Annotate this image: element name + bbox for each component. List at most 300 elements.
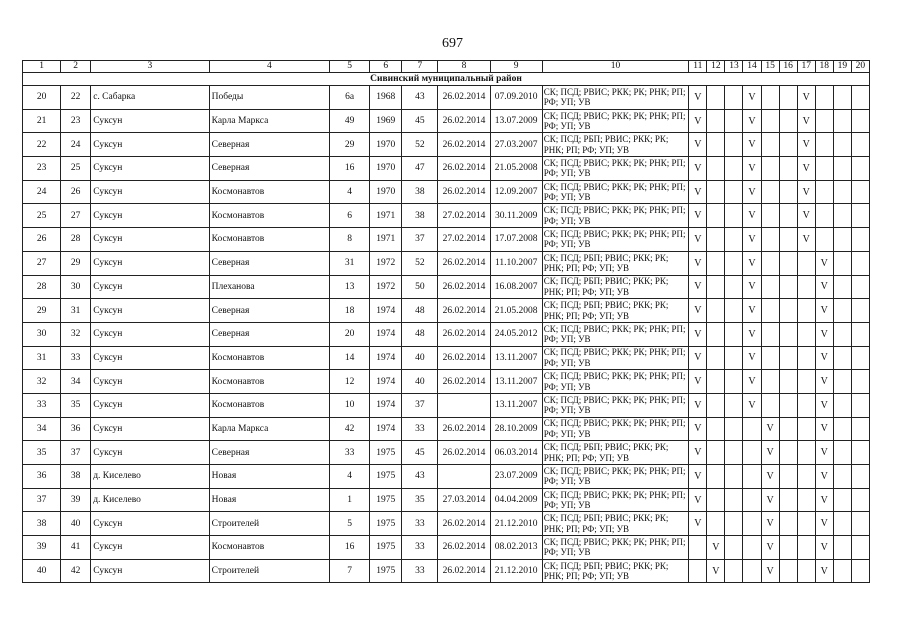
row-number: 40: [23, 559, 61, 583]
settlement-cell: Суксун: [91, 157, 209, 181]
check-cell-col-18: V: [815, 488, 833, 512]
register-table: [22, 60, 870, 583]
column-number-20: 20: [851, 61, 869, 73]
year-built-cell: 1971: [370, 228, 402, 252]
value-cell: 43: [402, 465, 438, 489]
check-cell-col-19: [833, 488, 851, 512]
column-number-4: 4: [209, 61, 329, 73]
row-number: 30: [23, 322, 61, 346]
check-cell-col-19: [833, 441, 851, 465]
row-number: 23: [23, 157, 61, 181]
check-cell-col-20: [851, 86, 869, 110]
check-cell-col-19: [833, 275, 851, 299]
check-cell-col-17: [797, 559, 815, 583]
record-number: 42: [61, 559, 91, 583]
check-cell-col-17: [797, 465, 815, 489]
street-cell: Новая: [209, 488, 329, 512]
street-cell: Космонавтов: [209, 346, 329, 370]
check-cell-col-17: [797, 299, 815, 323]
inspection-date-cell: 27.03.2007: [490, 133, 542, 157]
column-number-9: 9: [490, 61, 542, 73]
check-cell-col-13: [725, 299, 743, 323]
table-row: [23, 393, 870, 417]
table-row: [23, 512, 870, 536]
check-cell-col-11: V: [689, 299, 707, 323]
check-cell-col-12: [707, 441, 725, 465]
check-cell-col-11: V: [689, 370, 707, 394]
check-cell-col-11: V: [689, 180, 707, 204]
settlement-cell: Суксун: [91, 512, 209, 536]
check-cell-col-15: [761, 322, 779, 346]
column-number-15: 15: [761, 61, 779, 73]
table-row: [23, 417, 870, 441]
table-row: [23, 370, 870, 394]
year-built-cell: 1974: [370, 370, 402, 394]
settlement-cell: Суксун: [91, 417, 209, 441]
record-number: 23: [61, 109, 91, 133]
check-cell-col-20: [851, 512, 869, 536]
check-cell-col-18: V: [815, 441, 833, 465]
check-cell-col-15: V: [761, 441, 779, 465]
street-cell: Северная: [209, 322, 329, 346]
inspection-date-cell: 21.05.2008: [490, 299, 542, 323]
house-number-cell: 13: [330, 275, 370, 299]
value-cell: 33: [402, 417, 438, 441]
check-cell-col-11: V: [689, 109, 707, 133]
inspection-date-cell: 21.05.2008: [490, 157, 542, 181]
check-cell-col-14: V: [743, 86, 761, 110]
check-cell-col-18: V: [815, 275, 833, 299]
check-cell-col-11: V: [689, 275, 707, 299]
work-types-cell: СК; ПСД; РБП; РВИС; РКК; РК; РНК; РП; РФ; УП; УВ: [542, 251, 689, 275]
table-row: [23, 465, 870, 489]
year-built-cell: 1970: [370, 133, 402, 157]
check-cell-col-13: [725, 322, 743, 346]
check-cell-col-20: [851, 204, 869, 228]
value-cell: 45: [402, 109, 438, 133]
inspection-date-cell: 04.04.2009: [490, 488, 542, 512]
work-types-cell: СК; ПСД; РВИС; РКК; РК; РНК; РП; РФ; УП; УВ: [542, 393, 689, 417]
survey-date-cell: [438, 465, 490, 489]
check-cell-col-16: [779, 133, 797, 157]
survey-date-cell: 26.02.2014: [438, 299, 490, 323]
inspection-date-cell: 06.03.2014: [490, 441, 542, 465]
check-cell-col-19: [833, 251, 851, 275]
check-cell-col-15: [761, 393, 779, 417]
check-cell-col-12: [707, 133, 725, 157]
column-number-10: 10: [542, 61, 689, 73]
house-number-cell: 33: [330, 441, 370, 465]
column-number-13: 13: [725, 61, 743, 73]
work-types-cell: СК; ПСД; РВИС; РКК; РК; РНК; РП; РФ; УП; УВ: [542, 488, 689, 512]
year-built-cell: 1974: [370, 299, 402, 323]
check-cell-col-20: [851, 275, 869, 299]
row-number: 24: [23, 180, 61, 204]
check-cell-col-20: [851, 393, 869, 417]
house-number-cell: 12: [330, 370, 370, 394]
check-cell-col-15: [761, 251, 779, 275]
check-cell-col-19: [833, 299, 851, 323]
year-built-cell: 1975: [370, 559, 402, 583]
check-cell-col-19: [833, 512, 851, 536]
work-types-cell: СК; ПСД; РБП; РВИС; РКК; РК; РНК; РП; РФ; УП; УВ: [542, 133, 689, 157]
check-cell-col-16: [779, 275, 797, 299]
check-cell-col-13: [725, 488, 743, 512]
check-cell-col-17: [797, 251, 815, 275]
survey-date-cell: 26.02.2014: [438, 417, 490, 441]
column-number-12: 12: [707, 61, 725, 73]
settlement-cell: Суксун: [91, 441, 209, 465]
column-number-19: 19: [833, 61, 851, 73]
check-cell-col-18: [815, 204, 833, 228]
work-types-cell: СК; ПСД; РБП; РВИС; РКК; РК; РНК; РП; РФ; УП; УВ: [542, 275, 689, 299]
year-built-cell: 1975: [370, 536, 402, 560]
check-cell-col-17: V: [797, 109, 815, 133]
record-number: 28: [61, 228, 91, 252]
inspection-date-cell: 12.09.2007: [490, 180, 542, 204]
check-cell-col-14: V: [743, 180, 761, 204]
work-types-cell: СК; ПСД; РВИС; РКК; РК; РНК; РП; РФ; УП; УВ: [542, 370, 689, 394]
check-cell-col-20: [851, 441, 869, 465]
check-cell-col-18: V: [815, 346, 833, 370]
check-cell-col-13: [725, 465, 743, 489]
table-row: [23, 346, 870, 370]
check-cell-col-16: [779, 322, 797, 346]
settlement-cell: Суксун: [91, 275, 209, 299]
record-number: 38: [61, 465, 91, 489]
check-cell-col-14: [743, 536, 761, 560]
value-cell: 45: [402, 441, 438, 465]
check-cell-col-15: [761, 86, 779, 110]
street-cell: Космонавтов: [209, 393, 329, 417]
record-number: 30: [61, 275, 91, 299]
check-cell-col-13: [725, 228, 743, 252]
inspection-date-cell: 30.11.2009: [490, 204, 542, 228]
check-cell-col-12: [707, 299, 725, 323]
check-cell-col-20: [851, 299, 869, 323]
column-number-17: 17: [797, 61, 815, 73]
check-cell-col-14: V: [743, 299, 761, 323]
table-row: [23, 180, 870, 204]
check-cell-col-14: [743, 512, 761, 536]
check-cell-col-12: [707, 370, 725, 394]
work-types-cell: СК; ПСД; РБП; РВИС; РКК; РК; РНК; РП; РФ; УП; УВ: [542, 441, 689, 465]
house-number-cell: 4: [330, 465, 370, 489]
settlement-cell: д. Киселево: [91, 465, 209, 489]
check-cell-col-15: [761, 204, 779, 228]
check-cell-col-18: [815, 157, 833, 181]
check-cell-col-13: [725, 346, 743, 370]
street-cell: Новая: [209, 465, 329, 489]
year-built-cell: 1974: [370, 322, 402, 346]
check-cell-col-15: V: [761, 536, 779, 560]
check-cell-col-11: V: [689, 441, 707, 465]
record-number: 29: [61, 251, 91, 275]
survey-date-cell: 26.02.2014: [438, 512, 490, 536]
check-cell-col-16: [779, 86, 797, 110]
year-built-cell: 1975: [370, 488, 402, 512]
settlement-cell: Суксун: [91, 228, 209, 252]
year-built-cell: 1975: [370, 441, 402, 465]
check-cell-col-15: [761, 275, 779, 299]
survey-date-cell: 26.02.2014: [438, 559, 490, 583]
inspection-date-cell: 21.12.2010: [490, 512, 542, 536]
street-cell: Северная: [209, 251, 329, 275]
survey-date-cell: 26.02.2014: [438, 180, 490, 204]
check-cell-col-11: V: [689, 133, 707, 157]
work-types-cell: СК; ПСД; РБП; РВИС; РКК; РК; РНК; РП; РФ; УП; УВ: [542, 512, 689, 536]
settlement-cell: д. Киселево: [91, 488, 209, 512]
check-cell-col-14: V: [743, 370, 761, 394]
check-cell-col-14: V: [743, 109, 761, 133]
check-cell-col-16: [779, 465, 797, 489]
work-types-cell: СК; ПСД; РБП; РВИС; РКК; РК; РНК; РП; РФ; УП; УВ: [542, 559, 689, 583]
check-cell-col-19: [833, 559, 851, 583]
check-cell-col-12: [707, 204, 725, 228]
check-cell-col-11: V: [689, 512, 707, 536]
check-cell-col-12: [707, 228, 725, 252]
survey-date-cell: 26.02.2014: [438, 275, 490, 299]
check-cell-col-16: [779, 251, 797, 275]
check-cell-col-12: [707, 180, 725, 204]
check-cell-col-19: [833, 157, 851, 181]
check-cell-col-17: V: [797, 157, 815, 181]
house-number-cell: 20: [330, 322, 370, 346]
check-cell-col-14: [743, 465, 761, 489]
check-cell-col-13: [725, 157, 743, 181]
inspection-date-cell: 11.10.2007: [490, 251, 542, 275]
survey-date-cell: 26.02.2014: [438, 370, 490, 394]
check-cell-col-18: V: [815, 417, 833, 441]
check-cell-col-15: V: [761, 512, 779, 536]
work-types-cell: СК; ПСД; РВИС; РКК; РК; РНК; РП; РФ; УП; УВ: [542, 228, 689, 252]
check-cell-col-13: [725, 370, 743, 394]
survey-date-cell: 26.02.2014: [438, 251, 490, 275]
check-cell-col-14: V: [743, 157, 761, 181]
check-cell-col-17: V: [797, 228, 815, 252]
check-cell-col-12: V: [707, 536, 725, 560]
page-number: 697: [442, 36, 463, 51]
check-cell-col-11: V: [689, 86, 707, 110]
survey-date-cell: 26.02.2014: [438, 133, 490, 157]
check-cell-col-20: [851, 346, 869, 370]
check-cell-col-18: [815, 133, 833, 157]
record-number: 39: [61, 488, 91, 512]
table-row: [23, 299, 870, 323]
settlement-cell: Суксун: [91, 180, 209, 204]
check-cell-col-11: V: [689, 465, 707, 489]
house-number-cell: 18: [330, 299, 370, 323]
check-cell-col-19: [833, 86, 851, 110]
check-cell-col-17: [797, 488, 815, 512]
row-number: 36: [23, 465, 61, 489]
street-cell: Северная: [209, 133, 329, 157]
check-cell-col-11: V: [689, 346, 707, 370]
check-cell-col-16: [779, 488, 797, 512]
check-cell-col-16: [779, 393, 797, 417]
row-number: 37: [23, 488, 61, 512]
work-types-cell: СК; ПСД; РВИС; РКК; РК; РНК; РП; РФ; УП; УВ: [542, 157, 689, 181]
check-cell-col-13: [725, 512, 743, 536]
settlement-cell: с. Сабарка: [91, 86, 209, 110]
table-row: [23, 559, 870, 583]
street-cell: Северная: [209, 441, 329, 465]
check-cell-col-12: [707, 417, 725, 441]
check-cell-col-13: [725, 109, 743, 133]
column-number-8: 8: [438, 61, 490, 73]
check-cell-col-17: [797, 441, 815, 465]
check-cell-col-13: [725, 204, 743, 228]
check-cell-col-15: [761, 228, 779, 252]
check-cell-col-20: [851, 417, 869, 441]
check-cell-col-13: [725, 536, 743, 560]
check-cell-col-14: V: [743, 393, 761, 417]
table-row: [23, 251, 870, 275]
inspection-date-cell: 13.11.2007: [490, 346, 542, 370]
house-number-cell: 6: [330, 204, 370, 228]
district-row: [23, 73, 870, 86]
record-number: 26: [61, 180, 91, 204]
check-cell-col-17: [797, 322, 815, 346]
value-cell: 35: [402, 488, 438, 512]
house-number-cell: 16: [330, 157, 370, 181]
record-number: 40: [61, 512, 91, 536]
check-cell-col-14: V: [743, 275, 761, 299]
check-cell-col-18: V: [815, 512, 833, 536]
inspection-date-cell: 21.12.2010: [490, 559, 542, 583]
street-cell: Строителей: [209, 512, 329, 536]
check-cell-col-19: [833, 180, 851, 204]
column-number-2: 2: [61, 61, 91, 73]
year-built-cell: 1968: [370, 86, 402, 110]
value-cell: 37: [402, 228, 438, 252]
row-number: 20: [23, 86, 61, 110]
settlement-cell: Суксун: [91, 322, 209, 346]
record-number: 25: [61, 157, 91, 181]
check-cell-col-13: [725, 251, 743, 275]
check-cell-col-18: V: [815, 465, 833, 489]
check-cell-col-18: V: [815, 559, 833, 583]
check-cell-col-14: V: [743, 228, 761, 252]
check-cell-col-15: [761, 109, 779, 133]
value-cell: 50: [402, 275, 438, 299]
inspection-date-cell: 07.09.2010: [490, 86, 542, 110]
check-cell-col-13: [725, 559, 743, 583]
check-cell-col-12: [707, 109, 725, 133]
check-cell-col-19: [833, 228, 851, 252]
check-cell-col-12: [707, 393, 725, 417]
table-row: [23, 488, 870, 512]
row-number: 22: [23, 133, 61, 157]
value-cell: 48: [402, 322, 438, 346]
settlement-cell: Суксун: [91, 109, 209, 133]
row-number: 26: [23, 228, 61, 252]
row-number: 31: [23, 346, 61, 370]
check-cell-col-17: [797, 536, 815, 560]
check-cell-col-19: [833, 465, 851, 489]
check-cell-col-12: [707, 322, 725, 346]
check-cell-col-15: V: [761, 488, 779, 512]
check-cell-col-14: [743, 559, 761, 583]
street-cell: Северная: [209, 157, 329, 181]
check-cell-col-19: [833, 417, 851, 441]
value-cell: 33: [402, 536, 438, 560]
table-row: [23, 109, 870, 133]
street-cell: Победы: [209, 86, 329, 110]
survey-date-cell: 26.02.2014: [438, 322, 490, 346]
house-number-cell: 16: [330, 536, 370, 560]
table-row: [23, 228, 870, 252]
check-cell-col-11: [689, 559, 707, 583]
house-number-cell: 6а: [330, 86, 370, 110]
check-cell-col-16: [779, 204, 797, 228]
check-cell-col-13: [725, 441, 743, 465]
check-cell-col-14: [743, 441, 761, 465]
street-cell: Космонавтов: [209, 204, 329, 228]
house-number-cell: 7: [330, 559, 370, 583]
check-cell-col-14: V: [743, 133, 761, 157]
value-cell: 37: [402, 393, 438, 417]
check-cell-col-20: [851, 559, 869, 583]
inspection-date-cell: 13.11.2007: [490, 393, 542, 417]
survey-date-cell: 26.02.2014: [438, 109, 490, 133]
work-types-cell: СК; ПСД; РВИС; РКК; РК; РНК; РП; РФ; УП; УВ: [542, 86, 689, 110]
survey-date-cell: 27.02.2014: [438, 204, 490, 228]
check-cell-col-16: [779, 109, 797, 133]
check-cell-col-14: V: [743, 346, 761, 370]
street-cell: Северная: [209, 299, 329, 323]
check-cell-col-16: [779, 299, 797, 323]
value-cell: 47: [402, 157, 438, 181]
check-cell-col-12: [707, 488, 725, 512]
inspection-date-cell: 17.07.2008: [490, 228, 542, 252]
inspection-date-cell: 16.08.2007: [490, 275, 542, 299]
check-cell-col-17: [797, 417, 815, 441]
check-cell-col-16: [779, 512, 797, 536]
check-cell-col-17: [797, 346, 815, 370]
check-cell-col-18: V: [815, 393, 833, 417]
table-row: [23, 204, 870, 228]
work-types-cell: СК; ПСД; РБП; РВИС; РКК; РК; РНК; РП; РФ; УП; УВ: [542, 299, 689, 323]
check-cell-col-16: [779, 441, 797, 465]
check-cell-col-16: [779, 228, 797, 252]
check-cell-col-15: [761, 370, 779, 394]
row-number: 28: [23, 275, 61, 299]
check-cell-col-20: [851, 228, 869, 252]
house-number-cell: 4: [330, 180, 370, 204]
check-cell-col-12: [707, 251, 725, 275]
house-number-cell: 8: [330, 228, 370, 252]
check-cell-col-19: [833, 370, 851, 394]
check-cell-col-17: [797, 393, 815, 417]
check-cell-col-18: V: [815, 322, 833, 346]
check-cell-col-15: [761, 133, 779, 157]
check-cell-col-16: [779, 180, 797, 204]
row-number: 21: [23, 109, 61, 133]
value-cell: 33: [402, 512, 438, 536]
settlement-cell: Суксун: [91, 299, 209, 323]
survey-date-cell: 26.02.2014: [438, 86, 490, 110]
check-cell-col-20: [851, 536, 869, 560]
check-cell-col-15: [761, 299, 779, 323]
check-cell-col-11: V: [689, 251, 707, 275]
check-cell-col-13: [725, 417, 743, 441]
check-cell-col-20: [851, 133, 869, 157]
check-cell-col-16: [779, 346, 797, 370]
year-built-cell: 1972: [370, 251, 402, 275]
column-number-16: 16: [779, 61, 797, 73]
check-cell-col-14: V: [743, 204, 761, 228]
